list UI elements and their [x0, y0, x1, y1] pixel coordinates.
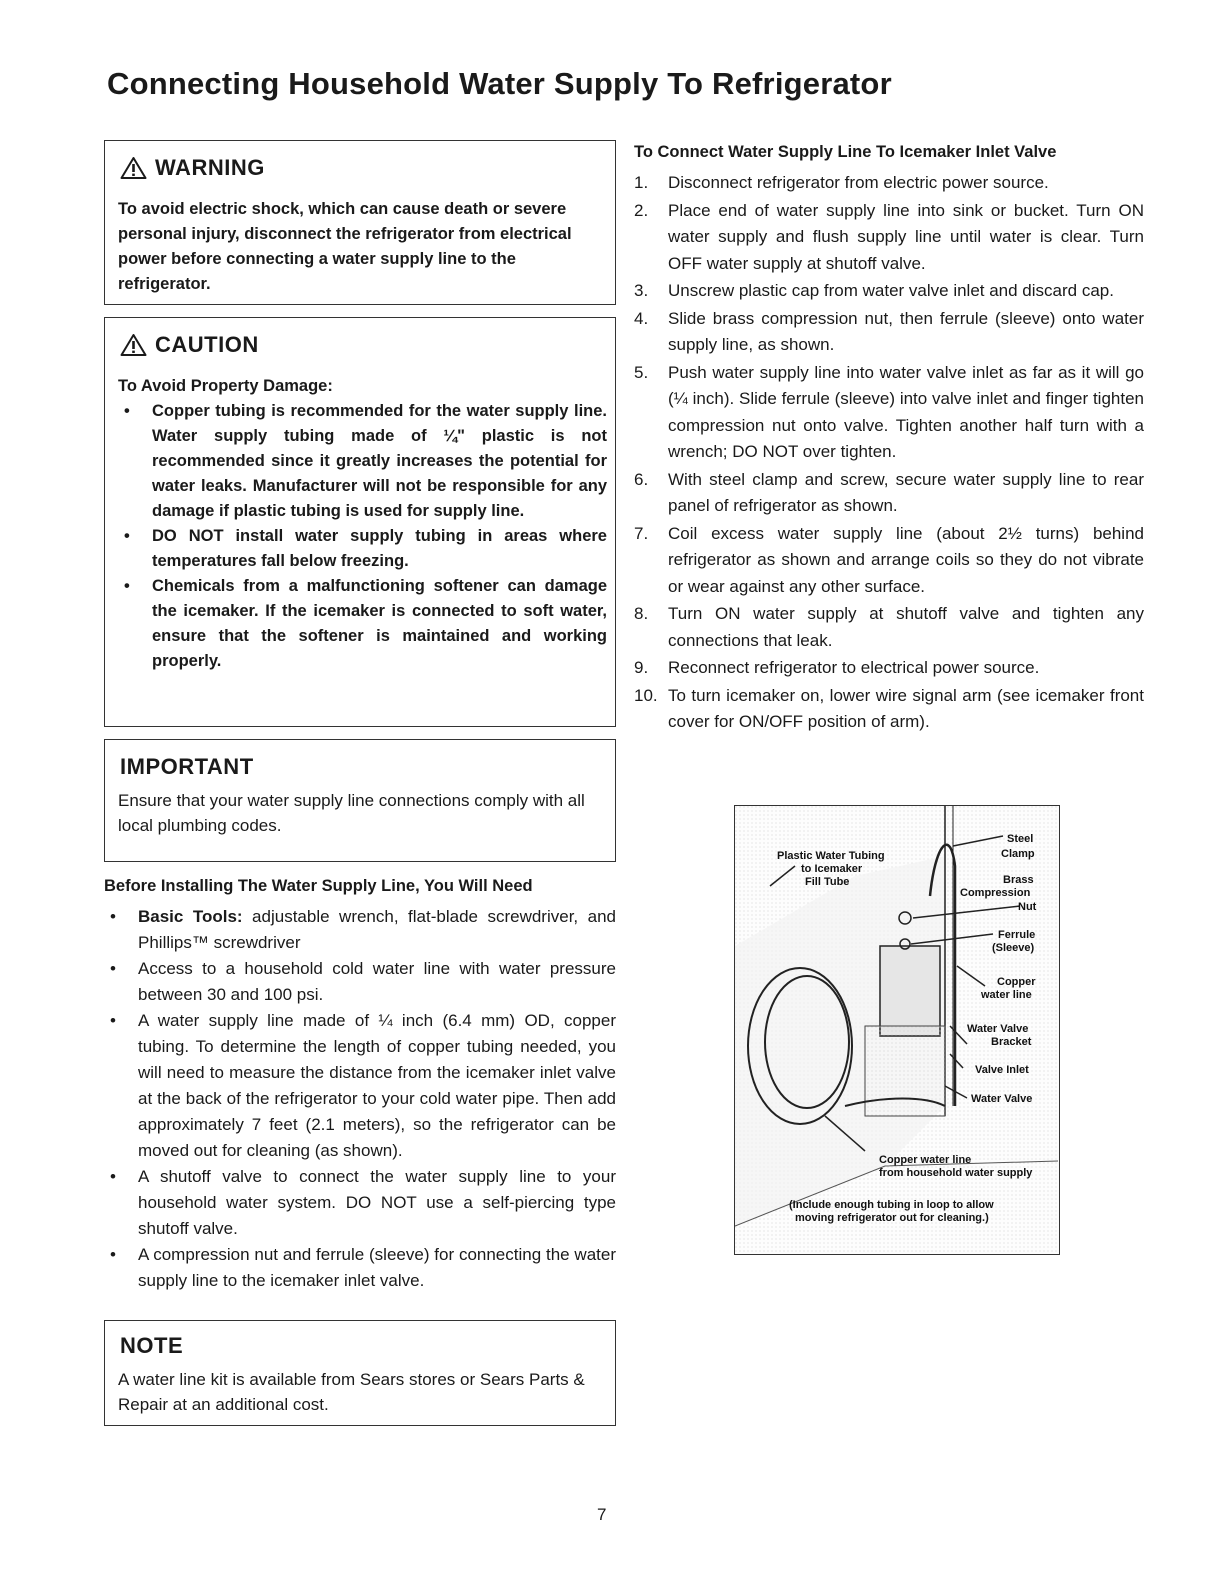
connect-steps-list	[634, 170, 1144, 736]
needs-item	[104, 1164, 616, 1242]
label-sleeve: (Sleeve)	[992, 942, 1035, 954]
needs-item	[104, 1242, 616, 1294]
step-text: Coil excess water supply line (about 2½ turns) behind refrigerator as shown and arrange coils so they do not vibrate or wear against any other surface.	[668, 523, 1144, 596]
caution-item: • Copper tubing is recommended for the water supply line. Water supply tubing made of ¼" plastic is not recommended since it greatly increases the potential for water leaks. Manufacturer will not be responsible for any damage if plastic tubing is used for supply line.	[118, 399, 607, 524]
important-text: Ensure that your water supply line connections comply with all local plumbing codes.	[118, 791, 585, 835]
caution-list	[118, 399, 607, 674]
step-number: 4.	[634, 308, 649, 328]
needs-item-text: A water supply line made of ¼ inch (6.4 mm) OD, copper tubing. To determine the length of copper tubing needed, you will need to measure the distance from the icemaker inlet valve at the back of the refrigerator to your cold water pipe. Then add approximately 7 feet (2.1 meters), so the refrigerator can be moved out for cleaning (as shown).	[138, 1011, 616, 1160]
note-text: A water line kit is available from Sears stores or Sears Parts & Repair at an additional cost.	[118, 1370, 585, 1414]
important-header	[120, 754, 607, 780]
step-item	[634, 655, 1144, 682]
right-column	[634, 140, 1144, 737]
needs-item	[104, 956, 616, 1008]
label-copper-water-line: Copper water line	[879, 1154, 972, 1166]
label-clamp: Clamp	[1001, 848, 1035, 860]
step-text: Unscrew plastic cap from water valve inlet and discard cap.	[668, 281, 1114, 300]
caution-item: • DO NOT install water supply tubing in areas where temperatures fall below freezing.	[118, 524, 607, 574]
step-text: Turn ON water supply at shutoff valve and tighten any connections that leak.	[668, 604, 1144, 650]
water-valve-body	[880, 946, 940, 1036]
needs-item	[104, 904, 616, 956]
caution-item: • Chemicals from a malfunctioning softener can damage the icemaker. If the icemaker is connected to soft water, ensure that the softener is maintained and working properly.	[118, 574, 607, 674]
step-item	[634, 601, 1144, 654]
step-item	[634, 683, 1144, 736]
warning-triangle-icon	[120, 156, 147, 180]
label-ferrule: Ferrule	[998, 929, 1036, 941]
needs-item-text: Access to a household cold water line with water pressure between 30 and 100 psi.	[138, 959, 616, 1004]
note-header	[120, 1333, 607, 1359]
needs-item-text: A compression nut and ferrule (sleeve) for connecting the water supply line to the icemaker inlet valve.	[138, 1245, 616, 1290]
note-label: NOTE	[120, 1333, 184, 1358]
label-moving-fridge: moving refrigerator out for cleaning.)	[795, 1212, 989, 1224]
caution-box	[104, 317, 616, 727]
step-item	[634, 521, 1144, 601]
important-label: IMPORTANT	[120, 754, 254, 779]
step-item	[634, 170, 1144, 197]
label-water-valve: Water Valve	[967, 1023, 1029, 1035]
before-installing-list	[104, 904, 616, 1294]
label-include-enough: (Include enough tubing in loop to allow	[789, 1199, 994, 1211]
step-item	[634, 198, 1144, 278]
step-text: To turn icemaker on, lower wire signal arm (see icemaker front cover for ON/OFF position of arm).	[668, 685, 1144, 731]
label-valve-inlet: Valve Inlet	[975, 1064, 1029, 1076]
step-text: With steel clamp and screw, secure water supply line to rear panel of refrigerator as shown.	[668, 469, 1144, 515]
step-number: 2.	[634, 200, 649, 220]
step-number: 9.	[634, 658, 649, 677]
step-text: Disconnect refrigerator from electric power source.	[668, 173, 1049, 192]
step-number: 5.	[634, 362, 649, 382]
connect-steps-title: To Connect Water Supply Line To Icemaker Inlet Valve	[634, 143, 1057, 161]
caution-triangle-icon	[120, 333, 147, 357]
label-copper: Copper	[997, 976, 1036, 988]
step-text: Slide brass compression nut, then ferrule (sleeve) onto water supply line, as shown.	[668, 308, 1144, 354]
step-number: 3.	[634, 281, 649, 300]
label-plastic-water-tubing: Plastic Water Tubing	[777, 850, 885, 862]
water-line-diagram	[734, 805, 1060, 1255]
label-nut: Nut	[1018, 901, 1037, 913]
important-box	[104, 739, 616, 862]
caution-header	[120, 332, 607, 358]
caution-label: CAUTION	[155, 332, 259, 357]
left-column	[104, 140, 616, 1438]
page-title: Connecting Household Water Supply To Refrigerator	[107, 66, 892, 101]
step-text: Push water supply line into water valve inlet as far as it will go (¼ inch). Slide ferrule (sleeve) into valve inlet and finger tighten compression nut onto valve. Tighten another half turn with a wrench; DO NOT over tighten.	[668, 362, 1144, 461]
warning-header	[120, 155, 607, 181]
label-to-icemaker: to Icemaker	[801, 863, 863, 875]
label-from-household: from household water supply	[879, 1167, 1033, 1179]
label-bracket: Bracket	[991, 1036, 1032, 1048]
step-item	[634, 467, 1144, 520]
step-number: 1.	[634, 173, 649, 192]
note-box	[104, 1320, 616, 1426]
step-item	[634, 306, 1144, 359]
step-number: 7.	[634, 523, 649, 543]
label-fill-tube: Fill Tube	[805, 876, 850, 888]
warning-label: WARNING	[155, 155, 265, 180]
step-number: 10.	[634, 685, 658, 705]
page-number: 7	[597, 1505, 607, 1524]
needs-item-text: A shutoff valve to connect the water supply line to your household water system. DO NOT use a self-piercing type shutoff valve.	[138, 1167, 616, 1238]
label-water-valve-2: Water Valve	[971, 1093, 1033, 1105]
needs-item-lead: Basic Tools:	[138, 907, 243, 926]
needs-item	[104, 1008, 616, 1164]
warning-text: To avoid electric shock, which can cause death or severe personal injury, disconnect the refrigerator from electrical power before connecting a water supply line to the refrigerator.	[118, 200, 572, 293]
step-text: Place end of water supply line into sink or bucket. Turn ON water supply and flush supply line until water is clear. Turn OFF water supply at shutoff valve.	[668, 200, 1144, 273]
step-number: 8.	[634, 604, 649, 623]
step-number: 6.	[634, 469, 649, 489]
warning-box	[104, 140, 616, 305]
step-item	[634, 278, 1144, 305]
needs-item-text: adjustable wrench, flat-blade screwdriver, and Phillips™ screwdriver	[138, 907, 616, 952]
step-item	[634, 360, 1144, 466]
label-steel: Steel	[1007, 833, 1034, 845]
caution-intro: To Avoid Property Damage:	[118, 377, 333, 395]
label-water-line: water line	[981, 989, 1032, 1001]
label-compression: Compression	[960, 887, 1031, 899]
label-brass: Brass	[1003, 874, 1034, 886]
step-text: Reconnect refrigerator to electrical power source.	[668, 658, 1040, 677]
before-installing-title: Before Installing The Water Supply Line, You Will Need	[104, 877, 533, 895]
